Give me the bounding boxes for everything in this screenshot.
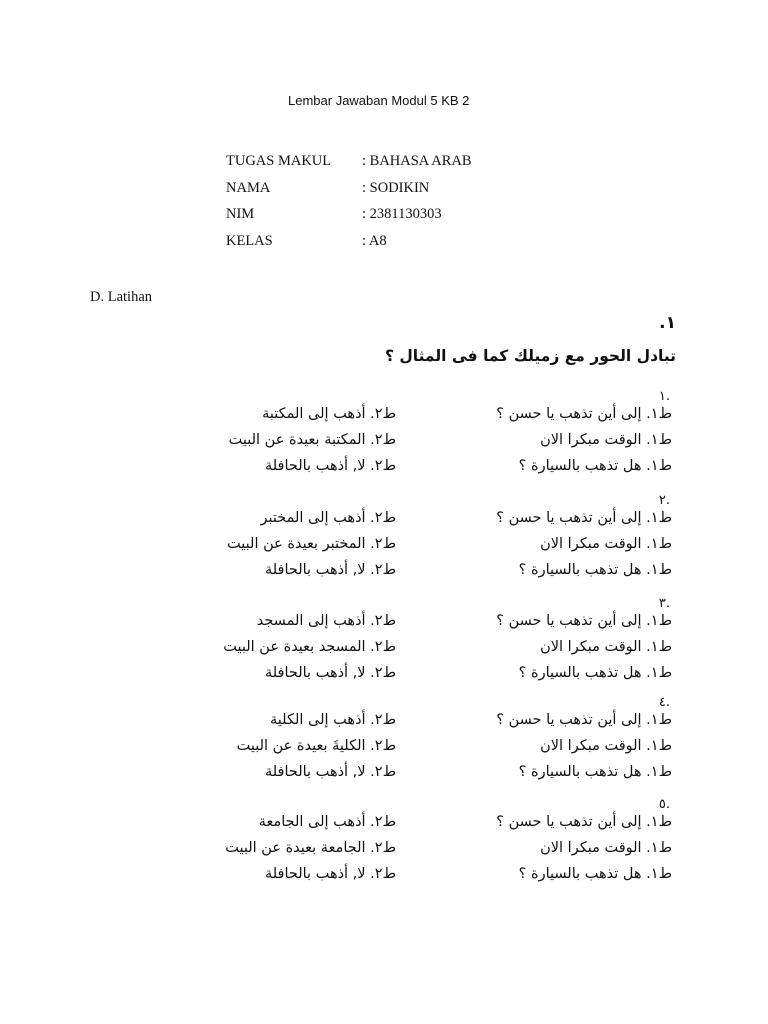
page-title: Lembar Jawaban Modul 5 KB 2 (288, 93, 470, 108)
speaker-1-line: ط١. إلى أين تذهب يا حسن ؟ (496, 712, 672, 728)
speaker-2-line: ط٢. لا, أذهب بالحافلة (264, 764, 396, 780)
group-number: .١ (658, 389, 670, 404)
section-heading: D. Latihan (90, 289, 153, 305)
dialogue-group-4 (192, 695, 672, 799)
speaker-2-line: ط٢. أذهب إلى الجامعة (258, 814, 396, 830)
info-label: KELAS (226, 232, 273, 249)
info-label: NIM (226, 206, 255, 222)
speaker-1-line: ط١. هل تذهب بالسيارة ؟ (518, 458, 672, 474)
info-label: NAMA (226, 179, 271, 196)
speaker-2-line: ط٢. أذهب إلى المسجد (256, 613, 396, 629)
group-number: .٢ (658, 493, 670, 508)
speaker-1-line: ط١. هل تذهب بالسيارة ؟ (518, 665, 672, 681)
speaker-1-line: ط١. الوقت مبكرا الان (540, 639, 672, 655)
info-value: : SODIKIN (362, 179, 430, 196)
speaker-2-line: ط٢. لا, أذهب بالحافلة (264, 458, 396, 474)
speaker-1-line: ط١. هل تذهب بالسيارة ؟ (518, 764, 672, 780)
group-number: .٤ (658, 695, 670, 710)
speaker-1-line: ط١. هل تذهب بالسيارة ؟ (518, 866, 672, 882)
speaker-1-line: ط١. الوقت مبكرا الان (540, 738, 672, 754)
speaker-1-line: ط١. هل تذهب بالسيارة ؟ (518, 562, 672, 578)
info-value: : A8 (362, 232, 387, 249)
info-label: TUGAS MAKUL (226, 153, 332, 169)
info-table (226, 153, 472, 259)
info-value: : 2381130303 (362, 206, 442, 222)
info-row-name (226, 180, 472, 207)
speaker-2-line: ط٢. المسجد بعيدة عن البيت (223, 639, 396, 655)
speaker-1-line: ط١. الوقت مبكرا الان (540, 840, 672, 856)
speaker-2-line: ط٢. لا, أذهب بالحافلة (264, 665, 396, 681)
dialogue-group-3 (192, 596, 672, 700)
speaker-1-line: ط١. الوقت مبكرا الان (540, 536, 672, 552)
dialogue-group-2 (192, 493, 672, 597)
info-row-class (226, 233, 472, 260)
info-row-nim (226, 206, 472, 233)
question-instruction: تبادل الحور مع زميلك كما فى المثال ؟ (384, 347, 676, 365)
speaker-1-line: ط١. إلى أين تذهب يا حسن ؟ (496, 613, 672, 629)
question-number: .١ (659, 313, 676, 333)
dialogue-group-1 (192, 389, 672, 493)
speaker-1-line: ط١. إلى أين تذهب يا حسن ؟ (496, 510, 672, 526)
speaker-1-line: ط١. إلى أين تذهب يا حسن ؟ (496, 406, 672, 422)
info-row-course (226, 153, 472, 180)
speaker-2-line: ط٢. الجامعة بعيدة عن البيت (225, 840, 396, 856)
speaker-2-line: ط٢. أذهب إلى المختبر (260, 510, 396, 526)
speaker-2-line: ط٢. أذهب إلى المكتبة (262, 406, 396, 422)
dialogue-group-5 (192, 797, 672, 901)
group-number: .٣ (658, 596, 670, 611)
speaker-2-line: ط٢. لا, أذهب بالحافلة (264, 562, 396, 578)
speaker-2-line: ط٢. أذهب إلى الكلية (270, 712, 396, 728)
info-value: : BAHASA ARAB (362, 153, 472, 169)
speaker-1-line: ط١. الوقت مبكرا الان (540, 432, 672, 448)
speaker-2-line: ط٢. المختبر بعيدة عن البيت (227, 536, 396, 552)
speaker-2-line: ط٢. الكليةَ بعيدة عن البيت (236, 738, 396, 754)
speaker-2-line: ط٢. المكتبة بعيدة عن البيت (228, 432, 396, 448)
speaker-2-line: ط٢. لا, أذهب بالحافلة (264, 866, 396, 882)
group-number: .٥ (658, 797, 670, 812)
speaker-1-line: ط١. إلى أين تذهب يا حسن ؟ (496, 814, 672, 830)
